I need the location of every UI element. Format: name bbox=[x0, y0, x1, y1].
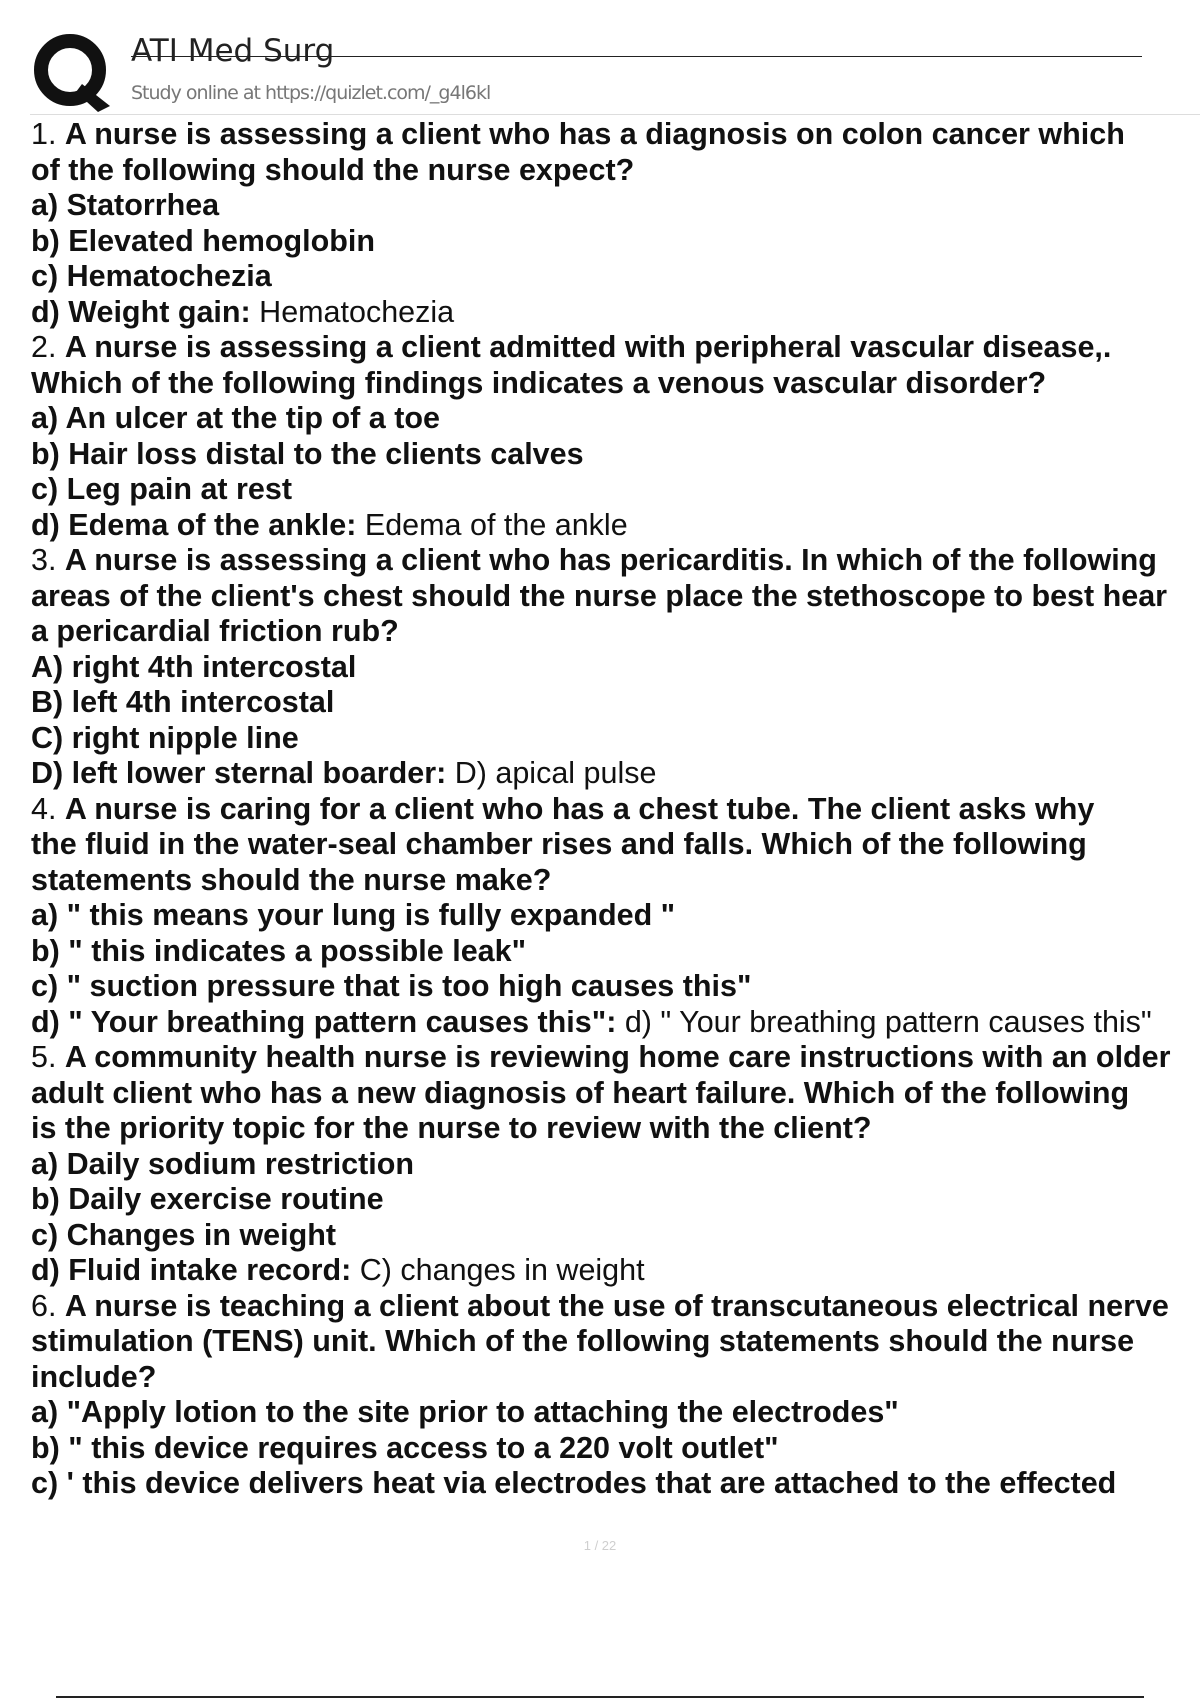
text-line bbox=[31, 1431, 1200, 1467]
question-number: 6. bbox=[31, 1288, 65, 1323]
question-number: 3. bbox=[31, 543, 65, 577]
text-line bbox=[31, 1005, 1200, 1041]
question-text: statements should the nurse make? bbox=[31, 862, 552, 897]
question-text: b) Hair loss distal to the clients calves bbox=[31, 436, 584, 471]
text-line bbox=[31, 1111, 1200, 1147]
question-text: b) " this indicates a possible leak" bbox=[31, 933, 527, 968]
question-text: c) Hematochezia bbox=[31, 259, 272, 293]
question-text: A nurse is assessing a client admitted with peripheral vascular disease,. bbox=[64, 330, 1112, 364]
text-line bbox=[31, 1466, 1200, 1502]
study-online-link[interactable]: Study online at https://quizlet.com/_g4l6kl bbox=[131, 82, 491, 104]
question-text: adult client who has a new diagnosis of heart failure. Which of the following bbox=[31, 1075, 1130, 1110]
title-strike-rule bbox=[131, 56, 1142, 57]
question-text: D) left lower sternal boarder: bbox=[31, 756, 447, 790]
text-line bbox=[31, 898, 1200, 934]
question-text: c) ' this device delivers heat via electrodes that are attached to the effected bbox=[31, 1466, 1117, 1500]
question-text: b) " this device requires access to a 220 volt outlet" bbox=[31, 1430, 779, 1465]
question-text: d) Fluid intake record: bbox=[31, 1253, 352, 1287]
text-line bbox=[31, 969, 1200, 1005]
answer-text: d) " Your breathing pattern causes this" bbox=[616, 1004, 1152, 1039]
text-line bbox=[31, 224, 1200, 260]
text-line bbox=[31, 437, 1200, 473]
question-text: of the following should the nurse expect? bbox=[31, 152, 635, 187]
question-text: a pericardial friction rub? bbox=[31, 614, 399, 648]
text-line bbox=[31, 1289, 1200, 1325]
text-line bbox=[31, 650, 1200, 686]
document-header bbox=[30, 28, 1142, 118]
question-text: d) Edema of the ankle: bbox=[31, 507, 357, 542]
question-text: A nurse is teaching a client about the use of transcutaneous electrical nerve bbox=[64, 1288, 1169, 1323]
question-text: C) right nipple line bbox=[31, 720, 299, 755]
text-line bbox=[31, 721, 1200, 757]
question-text: d) Weight gain: bbox=[31, 294, 251, 329]
question-text: include? bbox=[31, 1359, 157, 1394]
text-line bbox=[31, 543, 1200, 579]
question-text: c) Changes in weight bbox=[31, 1217, 337, 1252]
question-text: a) " this means your lung is fully expanded " bbox=[31, 898, 676, 932]
question-number: 4. bbox=[31, 791, 65, 826]
answer-text: D) apical pulse bbox=[446, 756, 657, 790]
question-text: is the priority topic for the nurse to review with the client? bbox=[31, 1111, 872, 1145]
text-line bbox=[31, 1147, 1200, 1183]
text-line bbox=[31, 934, 1200, 970]
answer-text: Hematochezia bbox=[250, 294, 455, 329]
text-line bbox=[31, 792, 1200, 828]
text-line bbox=[31, 330, 1200, 366]
answer-text: Edema of the ankle bbox=[356, 507, 628, 542]
question-text: Which of the following findings indicates a venous vascular disorder? bbox=[31, 365, 1047, 400]
header-divider bbox=[30, 114, 1200, 115]
text-line bbox=[31, 1076, 1200, 1112]
page-number: 1 / 22 bbox=[583, 1538, 617, 1553]
question-text: A nurse is caring for a client who has a chest tube. The client asks why bbox=[64, 791, 1095, 826]
question-text: c) Leg pain at rest bbox=[31, 472, 293, 506]
question-text: stimulation (TENS) unit. Which of the following statements should the nurse bbox=[31, 1324, 1135, 1358]
text-line bbox=[31, 1218, 1200, 1254]
text-line bbox=[31, 863, 1200, 899]
text-line bbox=[31, 117, 1200, 153]
question-text: areas of the client's chest should the nurse place the stethoscope to best hear bbox=[31, 578, 1168, 613]
question-text: a) "Apply lotion to the site prior to attaching the electrodes" bbox=[31, 1395, 899, 1429]
question-number: 1. bbox=[31, 117, 65, 151]
question-text: a) Statorrhea bbox=[31, 188, 220, 222]
answer-text: C) changes in weight bbox=[351, 1253, 645, 1287]
text-line bbox=[31, 827, 1200, 863]
text-line bbox=[31, 472, 1200, 508]
text-line bbox=[31, 401, 1200, 437]
question-text: c) " suction pressure that is too high causes this" bbox=[31, 969, 752, 1003]
question-text: d) " Your breathing pattern causes this": bbox=[31, 1004, 617, 1039]
question-text: B) left 4th intercostal bbox=[31, 685, 335, 719]
text-line bbox=[31, 685, 1200, 721]
text-line bbox=[31, 1182, 1200, 1218]
question-text: A) right 4th intercostal bbox=[31, 649, 357, 684]
question-text: A nurse is assessing a client who has a diagnosis on colon cancer which bbox=[64, 117, 1125, 151]
text-line bbox=[31, 614, 1200, 650]
document-title: ATI Med Surg bbox=[131, 33, 335, 69]
text-line bbox=[31, 295, 1200, 331]
text-line bbox=[31, 366, 1200, 402]
text-line bbox=[31, 1360, 1200, 1396]
text-line bbox=[31, 188, 1200, 224]
question-text: A nurse is assessing a client who has pericarditis. In which of the following bbox=[64, 543, 1157, 577]
footer-divider bbox=[56, 1696, 1144, 1698]
text-line bbox=[31, 508, 1200, 544]
text-line bbox=[31, 579, 1200, 615]
text-line bbox=[31, 1324, 1200, 1360]
question-text: A community health nurse is reviewing home care instructions with an older bbox=[64, 1040, 1171, 1074]
question-text: b) Daily exercise routine bbox=[31, 1182, 384, 1216]
question-text: the fluid in the water-seal chamber rises and falls. Which of the following bbox=[31, 827, 1087, 861]
text-line bbox=[31, 756, 1200, 792]
question-text: a) Daily sodium restriction bbox=[31, 1146, 415, 1181]
text-line bbox=[31, 153, 1200, 189]
quizlet-logo-icon bbox=[32, 32, 112, 112]
text-line bbox=[31, 1395, 1200, 1431]
text-line bbox=[31, 1253, 1200, 1289]
question-content bbox=[31, 117, 1200, 1502]
text-line bbox=[31, 1040, 1200, 1076]
question-text: b) Elevated hemoglobin bbox=[31, 223, 376, 258]
text-line bbox=[31, 259, 1200, 295]
question-number: 2. bbox=[31, 330, 65, 364]
question-text: a) An ulcer at the tip of a toe bbox=[31, 401, 440, 435]
question-number: 5. bbox=[31, 1040, 65, 1074]
